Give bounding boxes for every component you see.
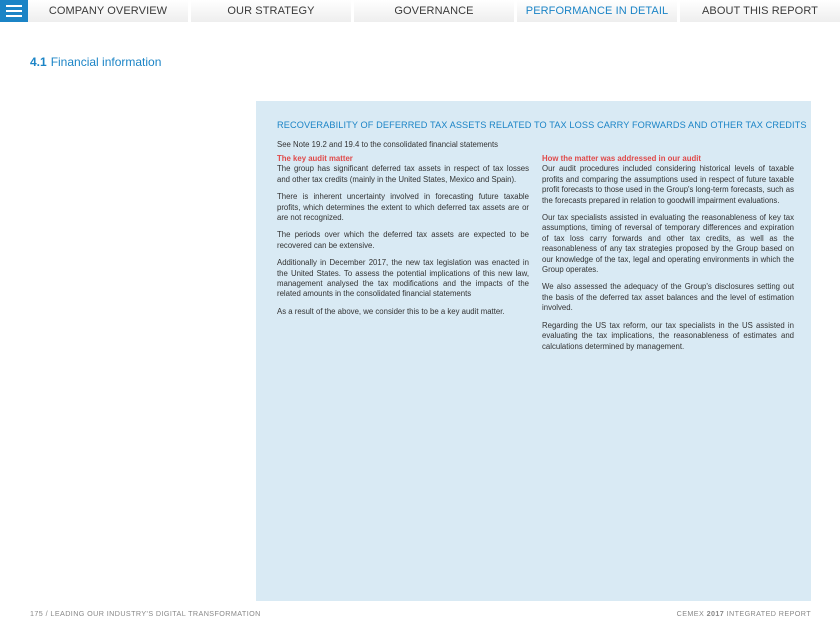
- menu-line: [6, 15, 22, 17]
- page-number: 175: [30, 609, 44, 618]
- paragraph: The periods over which the deferred tax assets are expected to be recovered can be extensive.: [277, 230, 529, 250]
- footer-tagline: LEADING OUR INDUSTRY'S DIGITAL TRANSFORMATION: [50, 609, 261, 618]
- audit-matter-panel: [256, 101, 811, 601]
- menu-line: [6, 5, 22, 7]
- tab-about-this-report[interactable]: ABOUT THIS REPORT: [680, 0, 840, 22]
- paragraph: The group has significant deferred tax assets in respect of tax losses and other tax credits (mainly in the United States, Mexico and Spain).: [277, 164, 529, 184]
- paragraph: Additionally in December 2017, the new tax legislation was enacted in the United States. To assess the potential implications of this new law, management analysed the tax modifications and the impacts of the related amounts in the consolidated financial statements: [277, 258, 529, 299]
- paragraph: Regarding the US tax reform, our tax specialists in the US assisted in evaluating the tax implications, the reasonableness of estimates and calculations determined by management.: [542, 320, 794, 351]
- tab-governance[interactable]: GOVERNANCE: [354, 0, 517, 22]
- panel-note: See Note 19.2 and 19.4 to the consolidated financial statements: [277, 140, 499, 149]
- paragraph: Our audit procedures included considering historical levels of taxable profits and comparing the assumptions used in respect of future taxable profit forecasts to those used in the Group's long-term forecasts, such as the forecasts prepared in relation to goodwill impairment evaluations.: [542, 164, 794, 205]
- section-number: 4.1: [30, 55, 47, 69]
- footer-separator: /: [45, 609, 49, 618]
- paragraph: Our tax specialists assisted in evaluating the reasonableness of key tax assumptions, timing of reversal of temporary differences and expiration of tax loss carry forwards and other tax credits, as well as the reasonableness of any tax strategies proposed by the Group based on our knowledge of the tax, legal and operating environments in which the Group operates.: [542, 213, 794, 275]
- footer-report-name: INTEGRATED REPORT: [726, 609, 811, 618]
- audit-approach-heading: How the matter was addressed in our audit: [542, 154, 702, 163]
- paragraph: As a result of the above, we consider this to be a key audit matter.: [277, 306, 505, 316]
- hamburger-menu-icon[interactable]: [0, 0, 28, 22]
- key-audit-matter-column: [277, 154, 529, 324]
- section-heading: [30, 55, 161, 69]
- key-audit-matter-heading: The key audit matter: [277, 154, 353, 163]
- footer-left: [30, 609, 261, 618]
- tab-company-overview[interactable]: COMPANY OVERVIEW: [28, 0, 191, 22]
- top-navigation: [0, 0, 840, 22]
- footer-right: [677, 609, 811, 618]
- paragraph: There is inherent uncertainty involved in forecasting future taxable profits, which determines the extent to which deferred tax assets are or are not recognized.: [277, 192, 529, 223]
- tab-performance-in-detail[interactable]: PERFORMANCE IN DETAIL: [517, 0, 680, 22]
- menu-line: [6, 10, 22, 12]
- section-title: Financial information: [50, 55, 162, 69]
- footer-year: 2017: [706, 609, 725, 618]
- paragraph: We also assessed the adequacy of the Group's disclosures setting out the basis of the deferred tax asset balances and the level of estimation involved.: [542, 282, 794, 313]
- audit-approach-column: [542, 154, 794, 359]
- nav-tabs: [28, 0, 840, 22]
- tab-our-strategy[interactable]: OUR STRATEGY: [191, 0, 354, 22]
- footer-brand: CEMEX: [676, 609, 705, 618]
- panel-title: RECOVERABILITY OF DEFERRED TAX ASSETS RELATED TO TAX LOSS CARRY FORWARDS AND OTHER TAX CREDITS: [277, 120, 807, 130]
